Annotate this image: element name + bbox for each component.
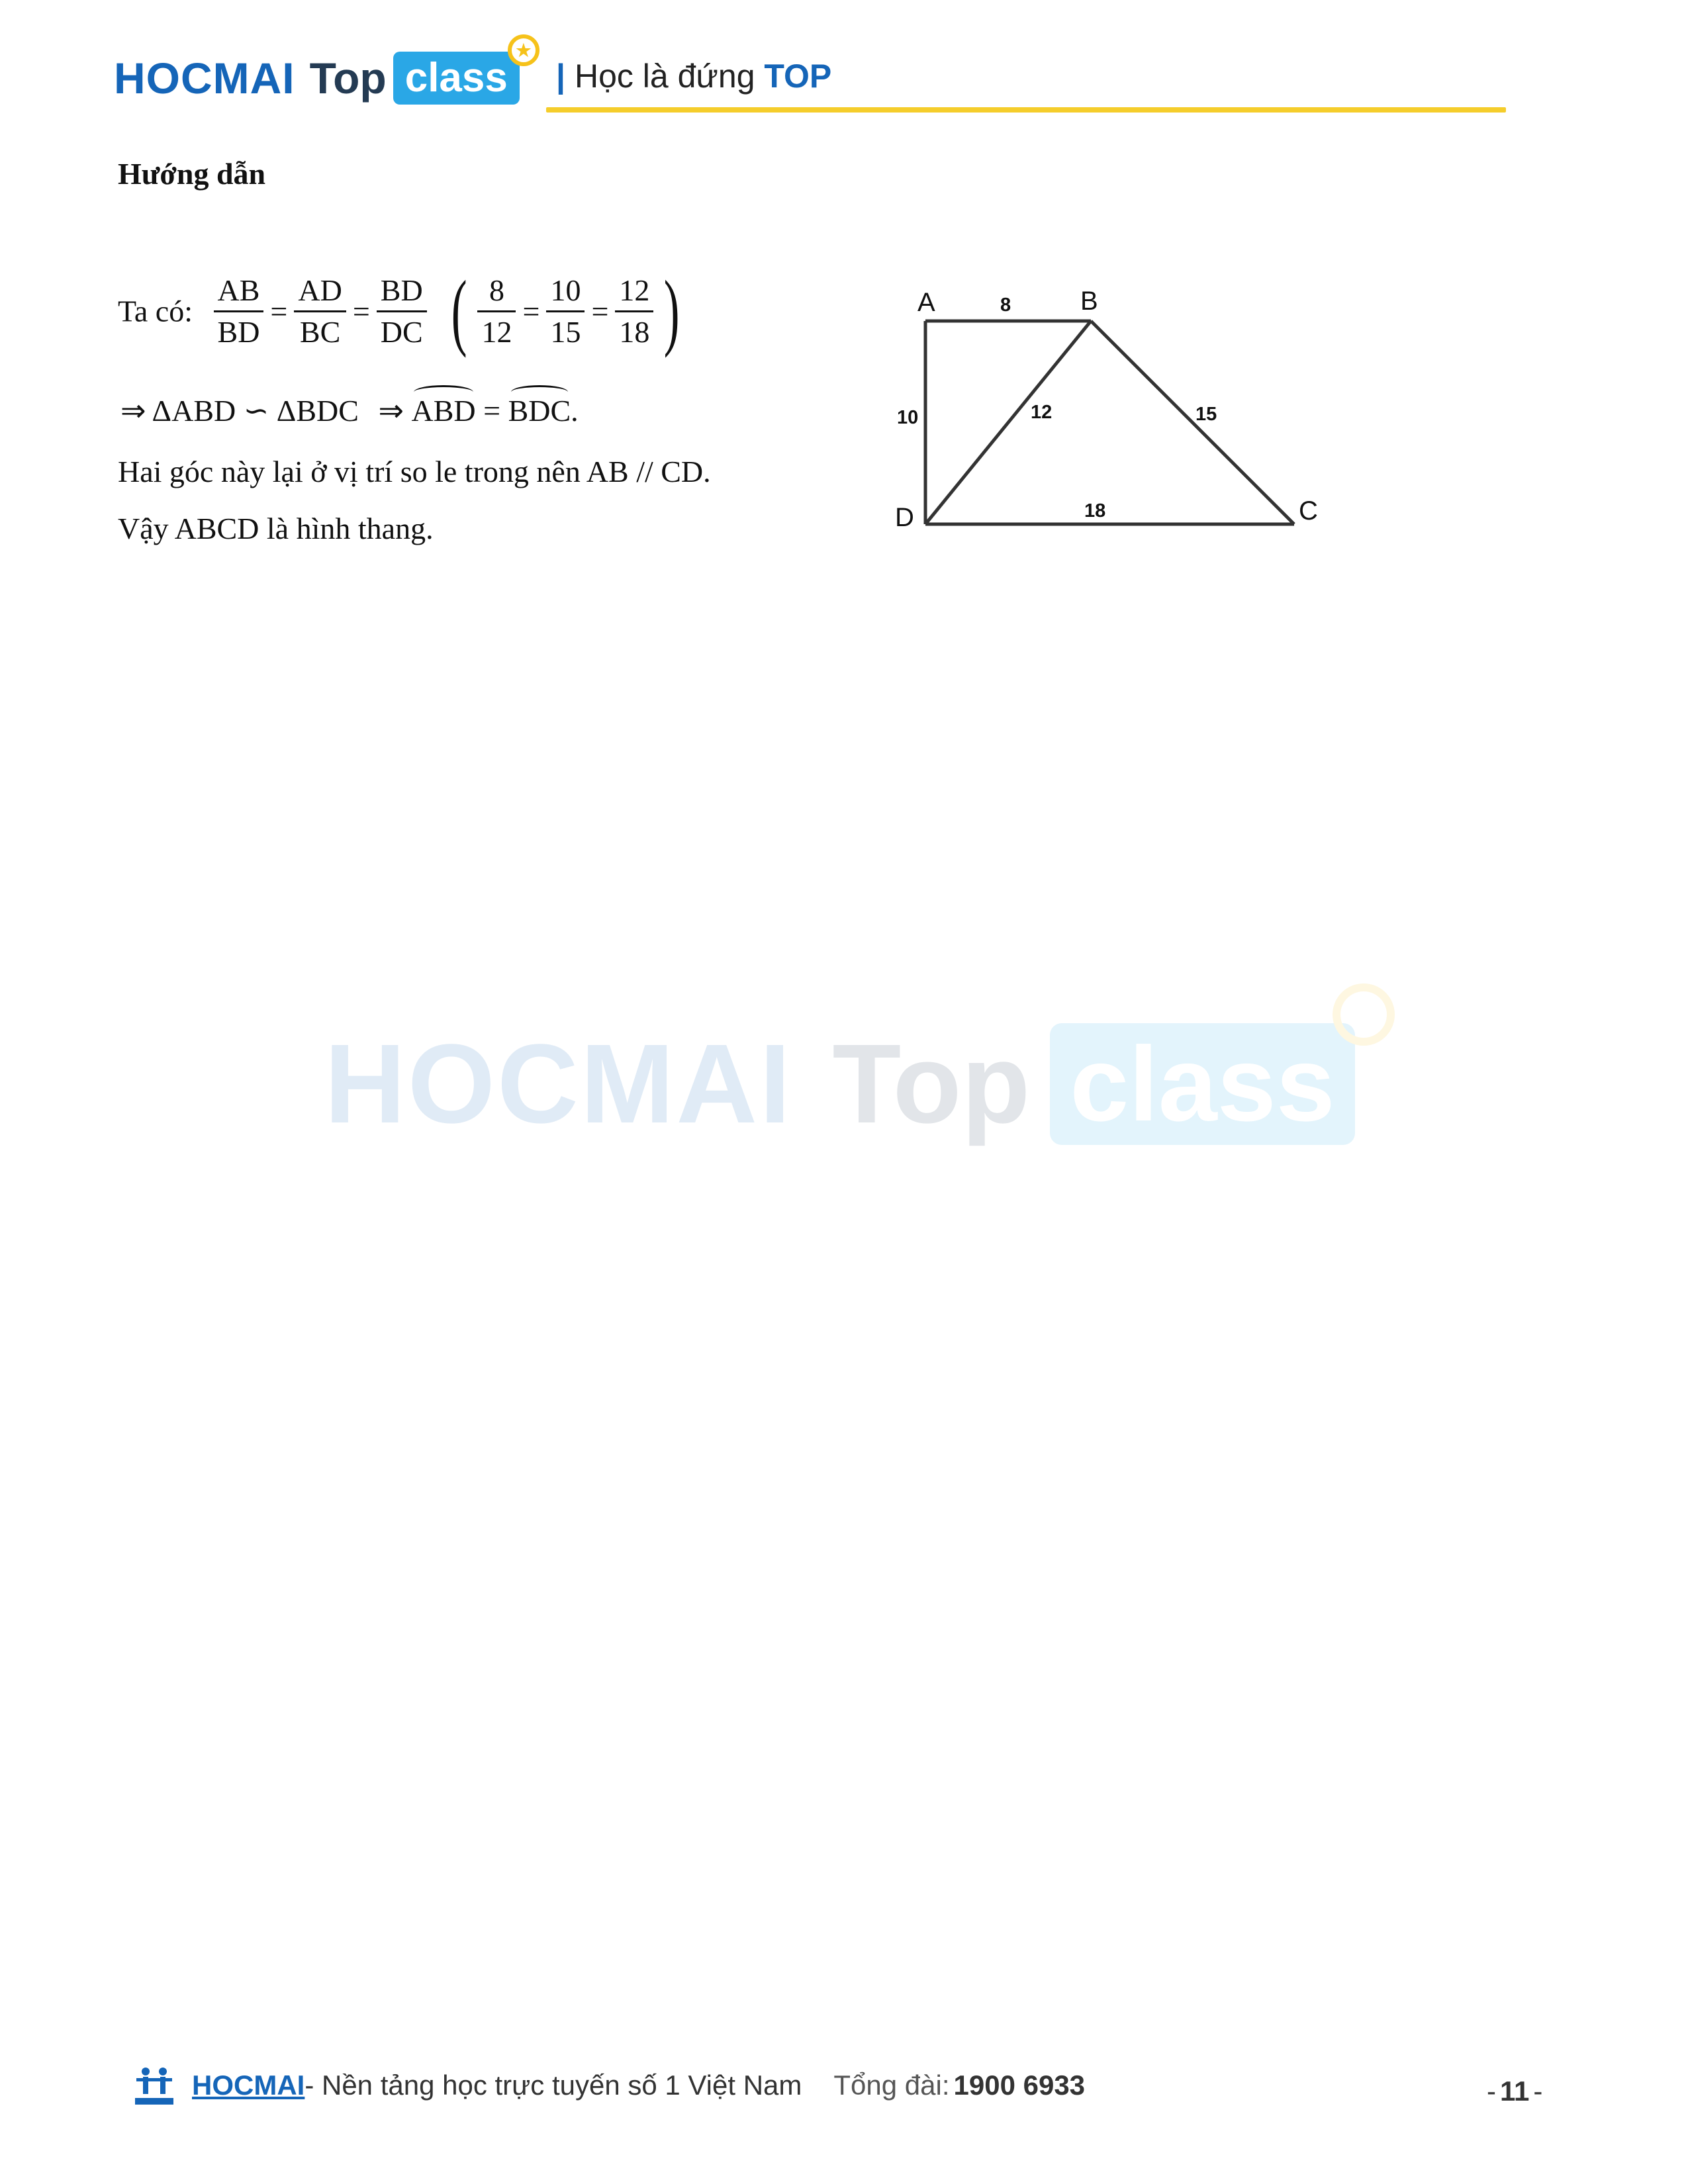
page-number-value: 11 (1500, 2075, 1530, 2107)
angle-bdc: BDC (508, 394, 571, 428)
fraction-denominator: 15 (550, 314, 581, 349)
tagline-bar: | (556, 58, 565, 95)
fraction-numerator: AD (294, 271, 346, 312)
ratio-line (118, 263, 686, 359)
conclusion-line-1: Hai góc này lại ở vị trí so le trong nên AB // CD. (118, 455, 711, 488)
page-number: - 11 - (1487, 2075, 1543, 2107)
vertex-c-label: C (1299, 496, 1318, 525)
section-heading: Hướng dẫn (118, 157, 266, 191)
value-fraction (546, 271, 585, 352)
watermark-hocmai: HOCMAI (324, 1021, 793, 1147)
right-parenthesis: ) (664, 263, 680, 359)
similarity-statement: ΔABD ∽ ΔBDC (152, 394, 359, 428)
tagline-top: TOP (764, 58, 832, 95)
fraction-numerator: 8 (477, 271, 516, 312)
header-logo (114, 40, 532, 111)
logo-hocmai-text: HOCMAI (114, 54, 295, 103)
edge-bd (925, 321, 1091, 524)
trapezoid-diagram (880, 271, 1344, 549)
watermark-top: Top (832, 1021, 1031, 1147)
ratio-fraction (294, 271, 346, 352)
watermark-class-text: class (1070, 1024, 1335, 1143)
value-fraction (477, 271, 516, 352)
vertex-d-label: D (895, 503, 914, 532)
fraction-denominator: DC (380, 314, 423, 349)
footer (132, 2064, 1085, 2107)
hocmai-logo-icon (132, 2064, 176, 2107)
edge-dc-label: 18 (1084, 500, 1106, 522)
star-icon (1333, 983, 1395, 1046)
equals-sign: = (352, 294, 370, 328)
equals-sign: = (270, 294, 288, 328)
implies-symbol: ⇒ (120, 394, 146, 428)
value-fraction (615, 271, 653, 352)
star-icon: ★ (508, 34, 539, 66)
watermark-class (1050, 1023, 1354, 1145)
vertex-a-label: A (917, 288, 935, 317)
footer-brand-link[interactable]: HOCMAI (192, 2070, 305, 2101)
footer-description: - Nền tảng học trực tuyến số 1 Việt Nam (305, 2070, 802, 2101)
intro-text: Ta có: (118, 294, 193, 328)
header-tagline (556, 57, 831, 95)
header-divider (546, 107, 1506, 113)
implies-symbol: ⇒ (378, 394, 404, 428)
tagline-prefix: Học là đứng (575, 58, 765, 95)
fraction-denominator: BD (217, 314, 260, 349)
edge-bc-label: 15 (1196, 404, 1217, 425)
equals-sign: = (591, 294, 609, 328)
left-parenthesis: ( (451, 263, 467, 359)
footer-hotline-label: Tổng đài: (833, 2070, 950, 2101)
fraction-numerator: AB (214, 271, 264, 312)
fraction-denominator: BC (299, 314, 341, 349)
edge-ad-label: 10 (897, 407, 919, 428)
fraction-numerator: 10 (546, 271, 585, 312)
fraction-denominator: 12 (481, 314, 512, 349)
equals-sign: = (522, 294, 540, 328)
ratio-fraction (377, 271, 427, 352)
logo-class-text: class (404, 55, 508, 101)
edge-bc (1091, 321, 1294, 524)
vertex-b-label: B (1080, 287, 1098, 316)
equals-sign: = (483, 394, 501, 428)
fraction-numerator: BD (377, 271, 427, 312)
angle-abd: ABD (411, 394, 476, 428)
fraction-denominator: 18 (619, 314, 650, 349)
similarity-line (120, 392, 579, 428)
watermark (324, 1019, 1355, 1149)
logo-class-badge (393, 40, 532, 105)
line-end-period: . (571, 394, 579, 428)
edge-ab-label: 8 (1000, 295, 1011, 316)
conclusion-line-2: Vậy ABCD là hình thang. (118, 512, 434, 545)
edge-bd-label: 12 (1031, 402, 1053, 423)
logo-top-text: Top (309, 54, 387, 103)
fraction-numerator: 12 (615, 271, 653, 312)
ratio-fraction (214, 271, 264, 352)
footer-hotline: 1900 6933 (953, 2070, 1086, 2101)
